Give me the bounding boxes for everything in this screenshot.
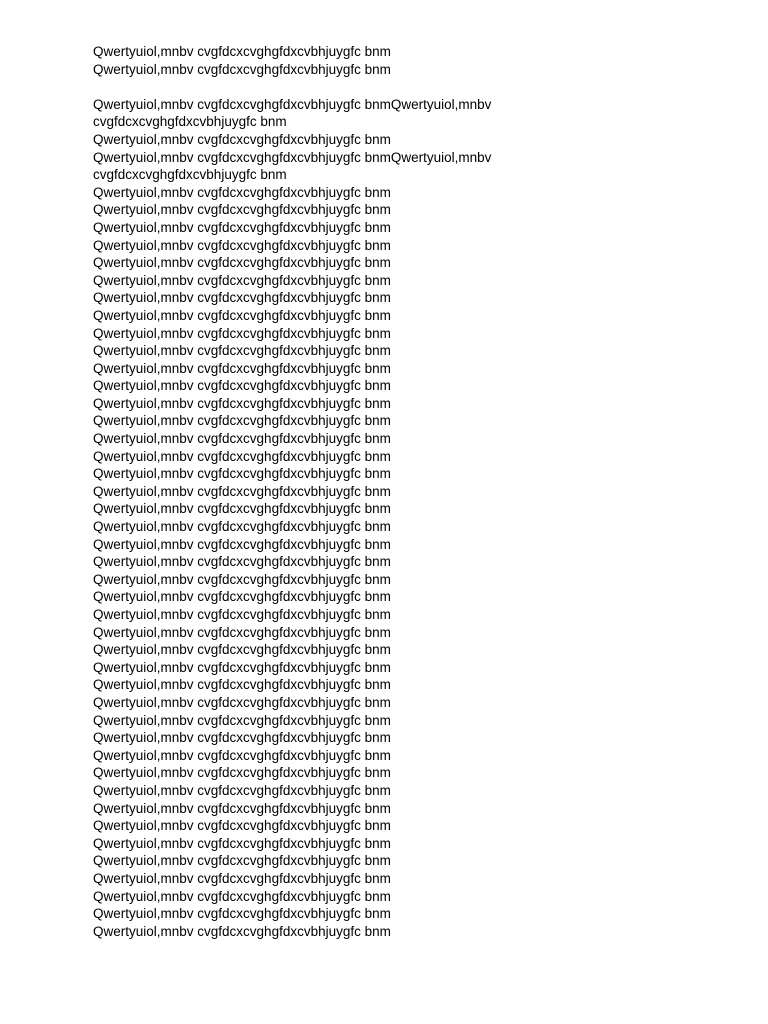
text-line: Qwertyuiol,mnbv cvgfdcxcvghgfdxcvbhjuygfc bnm bbox=[93, 906, 391, 922]
text-line: Qwertyuiol,mnbv cvgfdcxcvghgfdxcvbhjuygfc bnm bbox=[93, 466, 391, 482]
text-line: Qwertyuiol,mnbv cvgfdcxcvghgfdxcvbhjuygfc bnm bbox=[93, 800, 391, 816]
text-line: Qwertyuiol,mnbv cvgfdcxcvghgfdxcvbhjuygfc bnm bbox=[93, 395, 391, 411]
text-line: Qwertyuiol,mnbv cvgfdcxcvghgfdxcvbhjuygfc bnm bbox=[93, 642, 391, 658]
text-line: Qwertyuiol,mnbv cvgfdcxcvghgfdxcvbhjuygfc bnm bbox=[93, 554, 391, 570]
text-line: Qwertyuiol,mnbv cvgfdcxcvghgfdxcvbhjuygfc bnm bbox=[93, 870, 391, 886]
text-line: Qwertyuiol,mnbv cvgfdcxcvghgfdxcvbhjuygfc bnm bbox=[93, 131, 391, 147]
text-line: Qwertyuiol,mnbv cvgfdcxcvghgfdxcvbhjuygfc bnm bbox=[93, 237, 391, 253]
text-line: Qwertyuiol,mnbv cvgfdcxcvghgfdxcvbhjuygfc bnm bbox=[93, 712, 391, 728]
text-line: Qwertyuiol,mnbv cvgfdcxcvghgfdxcvbhjuygfc bnm bbox=[93, 307, 391, 323]
text-line: Qwertyuiol,mnbv cvgfdcxcvghgfdxcvbhjuygfc bnm bbox=[93, 483, 391, 499]
text-line: Qwertyuiol,mnbv cvgfdcxcvghgfdxcvbhjuygfc bnm bbox=[93, 607, 391, 622]
text-line: Qwertyuiol,mnbv cvgfdcxcvghgfdxcvbhjuygfc bnm bbox=[93, 835, 391, 851]
blank-line bbox=[93, 78, 523, 96]
text-line: Qwertyuiol,mnbv cvgfdcxcvghgfdxcvbhjuygfc bnm bbox=[93, 325, 391, 341]
text-line: Qwertyuiol,mnbv cvgfdcxcvghgfdxcvbhjuygfc bnmQwertyuiol,mnbv cvgfdcxcvghgfdxcvbhjuygfc bnm bbox=[93, 96, 492, 130]
text-line: Qwertyuiol,mnbv cvgfdcxcvghgfdxcvbhjuygfc bnm bbox=[93, 413, 391, 429]
text-line: Qwertyuiol,mnbv cvgfdcxcvghgfdxcvbhjuygfc bnm bbox=[93, 888, 391, 904]
text-line: Qwertyuiol,mnbv cvgfdcxcvghgfdxcvbhjuygfc bnm bbox=[93, 519, 391, 535]
text-line: Qwertyuiol,mnbv cvgfdcxcvghgfdxcvbhjuygfc bnm bbox=[93, 677, 391, 693]
text-line: Qwertyuiol,mnbv cvgfdcxcvghgfdxcvbhjuygfc bnm bbox=[93, 378, 391, 394]
text-line: Qwertyuiol,mnbv cvgfdcxcvghgfdxcvbhjuygfc bnm bbox=[93, 659, 391, 675]
text-line: Qwertyuiol,mnbv cvgfdcxcvghgfdxcvbhjuygfc bnm bbox=[93, 765, 391, 781]
text-line: Qwertyuiol,mnbv cvgfdcxcvghgfdxcvbhjuygfc bnm bbox=[93, 853, 391, 869]
text-line: Qwertyuiol,mnbv cvgfdcxcvghgfdxcvbhjuygfc bnmQwertyuiol,mnbv cvgfdcxcvghgfdxcvbhjuygfc bnm bbox=[93, 149, 492, 183]
text-line: Qwertyuiol,mnbv cvgfdcxcvghgfdxcvbhjuygfc bnm bbox=[93, 431, 391, 447]
document-body bbox=[93, 43, 523, 940]
text-line: Qwertyuiol,mnbv cvgfdcxcvghgfdxcvbhjuygfc bnm bbox=[93, 923, 391, 939]
text-line: Qwertyuiol,mnbv cvgfdcxcvghgfdxcvbhjuygfc bnm bbox=[93, 255, 391, 271]
text-line: Qwertyuiol,mnbv cvgfdcxcvghgfdxcvbhjuygfc bnm bbox=[93, 61, 391, 77]
text-line: Qwertyuiol,mnbv cvgfdcxcvghgfdxcvbhjuygfc bnm bbox=[93, 448, 391, 464]
text-line: Qwertyuiol,mnbv cvgfdcxcvghgfdxcvbhjuygfc bnm bbox=[93, 589, 391, 605]
text-line: Qwertyuiol,mnbv cvgfdcxcvghgfdxcvbhjuygfc bnm bbox=[93, 624, 391, 640]
text-line: Qwertyuiol,mnbv cvgfdcxcvghgfdxcvbhjuygfc bnm bbox=[93, 44, 391, 59]
text-line: Qwertyuiol,mnbv cvgfdcxcvghgfdxcvbhjuygfc bnm bbox=[93, 343, 391, 359]
text-line: Qwertyuiol,mnbv cvgfdcxcvghgfdxcvbhjuygfc bnm bbox=[93, 818, 391, 834]
text-line: Qwertyuiol,mnbv cvgfdcxcvghgfdxcvbhjuygfc bnm bbox=[93, 202, 391, 218]
text-line: Qwertyuiol,mnbv cvgfdcxcvghgfdxcvbhjuygfc bnm bbox=[93, 360, 391, 376]
text-line: Qwertyuiol,mnbv cvgfdcxcvghgfdxcvbhjuygfc bnm bbox=[93, 571, 391, 587]
text-line: Qwertyuiol,mnbv cvgfdcxcvghgfdxcvbhjuygfc bnm bbox=[93, 536, 391, 552]
text-line: Qwertyuiol,mnbv cvgfdcxcvghgfdxcvbhjuygfc bnm bbox=[93, 694, 391, 710]
text-line: Qwertyuiol,mnbv cvgfdcxcvghgfdxcvbhjuygfc bnm bbox=[93, 290, 391, 306]
text-line: Qwertyuiol,mnbv cvgfdcxcvghgfdxcvbhjuygfc bnm bbox=[93, 747, 391, 763]
text-line: Qwertyuiol,mnbv cvgfdcxcvghgfdxcvbhjuygfc bnm bbox=[93, 501, 391, 517]
text-line: Qwertyuiol,mnbv cvgfdcxcvghgfdxcvbhjuygfc bnm bbox=[93, 730, 391, 746]
text-line: Qwertyuiol,mnbv cvgfdcxcvghgfdxcvbhjuygfc bnm bbox=[93, 184, 391, 200]
text-line: Qwertyuiol,mnbv cvgfdcxcvghgfdxcvbhjuygfc bnm bbox=[93, 219, 391, 235]
text-line: Qwertyuiol,mnbv cvgfdcxcvghgfdxcvbhjuygfc bnm bbox=[93, 782, 391, 798]
text-line: Qwertyuiol,mnbv cvgfdcxcvghgfdxcvbhjuygfc bnm bbox=[93, 272, 391, 288]
